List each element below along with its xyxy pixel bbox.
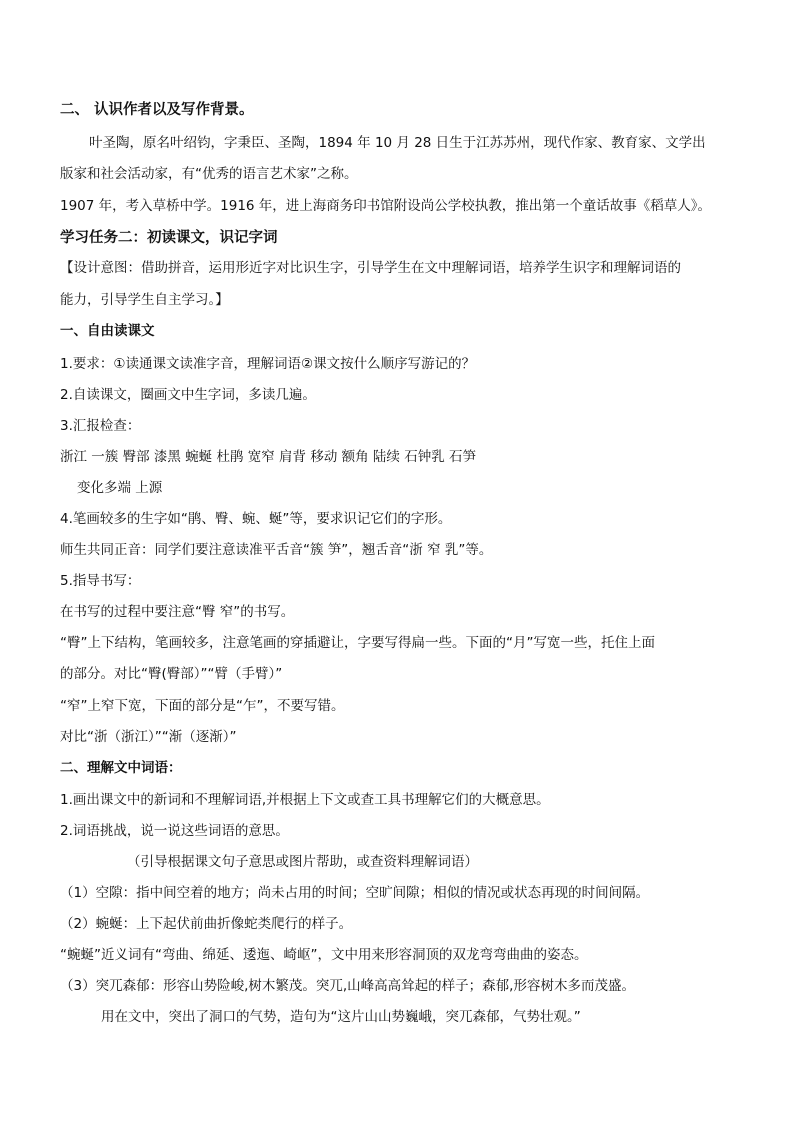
author-history-line: 1907 年，考入草桥中学。1916 年，进上海商务印书馆附设尚公学校执教，推出第一个童话故事《稻草人》。	[60, 198, 712, 214]
section-heading-free-reading: 一、自由读课文	[60, 323, 155, 339]
author-paragraph-line1: 叶圣陶，原名叶绍钧，字秉臣、圣陶，1894 年 10 月 28 日生于江苏苏州，现代作家、教育家、文学出	[89, 135, 706, 151]
definition-wanyan: （2）蜿蜒：上下起伏前曲折像蛇类爬行的样子。	[60, 916, 353, 932]
self-reading-line: 2.自读课文，圈画文中生字词，多读几遍。	[60, 387, 316, 403]
report-check-label: 3.汇报检查：	[60, 418, 141, 434]
word-challenge-line: 2.词语挑战，说一说这些词语的意思。	[60, 823, 289, 839]
writing-note-line: 在书写的过程中要注意“臀 窄”的书写。	[60, 604, 295, 620]
usage-example-line: 用在文中，突出了洞口的气势，造句为“这片山山势巍峨，突兀森郁，气势壮观。”	[101, 1009, 581, 1025]
vocabulary-list-line2: 变化多端 上源	[77, 480, 163, 496]
stroke-characters-line: 4.笔画较多的生字如“鹃、臀、蜿、蜒”等，要求识记它们的字形。	[60, 511, 452, 527]
author-paragraph-line2: 版家和社会活动家，有“优秀的语言艺术家”之称。	[60, 166, 358, 182]
requirement-line: 1.要求：①读通课文读准字音，理解词语②课文按什么顺序写游记的？	[60, 356, 476, 372]
writing-guidance-label: 5.指导书写：	[60, 573, 141, 589]
definition-kongxi: （1）空隙：指中间空着的地方；尚未占用的时间；空旷间隙；相似的情况或状态再现的时间间隔。	[60, 885, 650, 901]
wanyan-synonyms-line: “蜿蜒”近义词有“弯曲、绵延、逶迤、崎岖”，文中用来形容洞顶的双龙弯弯曲曲的姿态。	[60, 947, 588, 963]
pronunciation-line: 师生共同正音：同学们要注意读准平舌音“簇 笋”，翘舌音“浙 窄 乳”等。	[60, 542, 493, 558]
section-heading-author: 二、 认识作者以及写作背景。	[60, 102, 254, 118]
zhe-compare-line: 对比“浙（浙江）”“渐（逐渐）”	[60, 729, 237, 745]
design-intent-line2: 能力，引导学生自主学习。】	[60, 292, 229, 308]
new-words-line: 1.画出课文中的新词和不理解词语,并根据上下文或查工具书理解它们的大概意思。	[60, 792, 550, 808]
definition-tuwu-senyu: （3）突兀森郁：形容山势险峻,树木繁茂。突兀,山峰高高耸起的样子；森郁,形容树木多而茂盛。	[60, 978, 635, 994]
tun-structure-line2: 的部分。对比“臀(臀部）”“臂（手臂）”	[60, 666, 283, 682]
task-two-heading: 学习任务二：初读课文，识记字词	[60, 230, 278, 246]
guide-note-line: （引导根据课文句子意思或图片帮助，或查资料理解词语）	[127, 854, 478, 870]
tun-structure-line1: “臀”上下结构，笔画较多，注意笔画的穿插避让，字要写得扁一些。下面的“月”写宽一些，托住上面	[60, 635, 655, 651]
zhai-note-line: “窄”上窄下宽，下面的部分是“乍”，不要写错。	[60, 698, 345, 714]
vocabulary-list-line1: 浙江 一簇 臀部 漆黑 蜿蜒 杜鹃 宽窄 肩背 移动 额角 陆续 石钟乳 石笋	[60, 449, 476, 465]
section-heading-understand-words: 二、理解文中词语：	[60, 760, 182, 776]
design-intent-line1: 【设计意图：借助拼音，运用形近字对比识生字，引导学生在文中理解词语，培养学生识字和理解词语的	[60, 260, 681, 276]
